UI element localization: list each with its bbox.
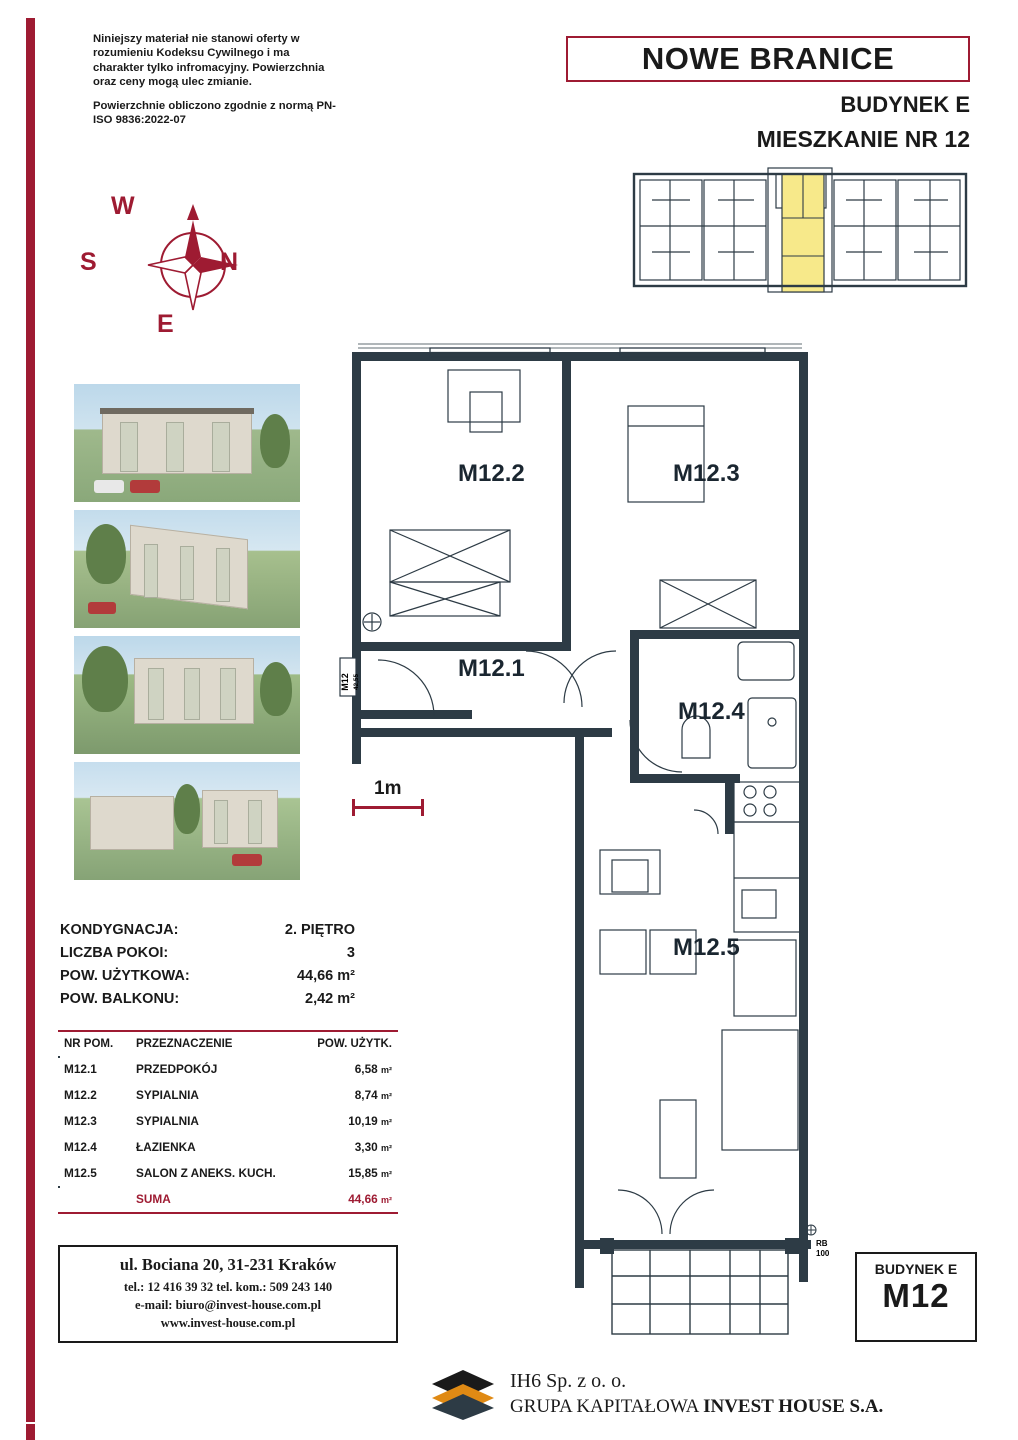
company-logo-icon <box>428 1368 498 1420</box>
table-bottom-rule <box>58 1212 398 1214</box>
row-name: PRZEDPOKÓJ <box>136 1062 218 1076</box>
table-total-row <box>58 1186 398 1212</box>
compass-label-w: W <box>111 192 135 220</box>
spec-value: 44,66 m² <box>296 968 355 984</box>
table-header-rule <box>58 1056 60 1058</box>
row-area: 3,30 m² <box>354 1140 392 1154</box>
footer-group-label: GRUPA KAPITAŁOWA <box>510 1396 704 1417</box>
footer-company-name: INVEST HOUSE S.A. <box>703 1396 884 1417</box>
left-accent-bar <box>26 18 35 1422</box>
spec-key: POW. UŻYTKOWA: <box>60 968 190 984</box>
spec-key: POW. BALKONU: <box>60 991 180 1007</box>
table-header-nr: NR POM. <box>64 1038 114 1050</box>
render-image-4 <box>74 762 300 880</box>
room-label-m12-4: M12.4 <box>678 698 745 725</box>
disclaimer-paragraph-2: Powierzchnie obliczono zgodnie z normą PN-ISO 9836:2022-07 <box>93 99 336 127</box>
row-name: SALON Z ANEKS. KUCH. <box>136 1166 276 1180</box>
render-image-1 <box>74 384 300 502</box>
scale-line <box>352 806 424 809</box>
table-row <box>58 1134 398 1160</box>
bottom-accent-tick <box>26 1424 35 1440</box>
table-row <box>58 1108 398 1134</box>
scale-label: 1m <box>374 778 402 799</box>
badge-code: M12 <box>882 1277 950 1314</box>
rooms-table <box>58 1030 398 1214</box>
total-area: 44,66 m² <box>348 1192 392 1206</box>
spec-value: 2,42 m² <box>305 991 355 1007</box>
row-area: 8,74 m² <box>354 1088 392 1102</box>
apartment-badge <box>855 1252 977 1342</box>
footer-line-2 <box>510 1396 883 1418</box>
render-image-3 <box>74 636 300 754</box>
spec-row <box>60 968 390 984</box>
badge-building: BUDYNEK E <box>874 1261 958 1277</box>
contact-address: ul. Bociana 20, 31-231 Kraków <box>119 1255 337 1274</box>
contact-phones: tel.: 12 416 39 32 tel. kom.: 509 243 140 <box>123 1280 333 1294</box>
table-total-rule <box>58 1186 60 1188</box>
svg-text:42,55: 42,55 <box>353 673 360 691</box>
row-area: 6,58 m² <box>354 1062 392 1076</box>
key-plan <box>630 160 970 300</box>
row-area: 15,85 m² <box>348 1166 392 1180</box>
row-name: SYPIALNIA <box>136 1088 199 1102</box>
disclaimer-paragraph-1: Niniejszy materiał nie stanowi oferty w rozumieniu Kodeksu Cywilnego i ma charakter tylko infromacyjny. Powierzchnia oraz ceny mogą ulec zmianie. <box>93 33 325 89</box>
spec-key: KONDYGNACJA: <box>60 922 179 938</box>
spec-row <box>60 922 390 938</box>
project-title: NOWE BRANICE <box>641 41 895 76</box>
contact-email[interactable]: e-mail: biuro@invest-house.com.pl <box>134 1298 322 1312</box>
table-header-row <box>58 1032 398 1056</box>
row-name: SYPIALNIA <box>136 1114 199 1128</box>
table-row <box>58 1056 398 1082</box>
total-label: SUMA <box>136 1192 171 1206</box>
room-label-m12-1: M12.1 <box>458 655 525 682</box>
building-label: BUDYNEK E <box>840 92 970 117</box>
compass-label-s: S <box>80 248 97 276</box>
scale-cap-right <box>421 799 424 816</box>
apartment-label: MIESZKANIE NR 12 <box>756 126 970 152</box>
svg-text:100: 100 <box>816 1249 830 1258</box>
render-image-2 <box>74 510 300 628</box>
room-label-m12-3: M12.3 <box>673 460 740 487</box>
disclaimer-block <box>93 32 343 128</box>
svg-text:RB: RB <box>816 1239 828 1248</box>
row-name: ŁAZIENKA <box>136 1140 196 1154</box>
project-title-box <box>566 36 970 82</box>
table-header-area: POW. UŻYTK. <box>317 1038 392 1050</box>
apartment-specs <box>60 922 390 1014</box>
spec-value: 3 <box>346 945 355 961</box>
row-nr: M12.2 <box>64 1088 97 1102</box>
table-row <box>58 1160 398 1186</box>
row-nr: M12.3 <box>64 1114 97 1128</box>
row-area: 10,19 m² <box>348 1114 392 1128</box>
room-label-m12-2: M12.2 <box>458 460 525 487</box>
render-gallery <box>74 384 300 888</box>
scale-cap-left <box>352 799 355 816</box>
table-header-name: PRZEZNACZENIE <box>136 1038 233 1050</box>
compass-label-e: E <box>157 310 174 338</box>
apartment-floorplan <box>330 330 850 1340</box>
row-nr: M12.1 <box>64 1062 97 1076</box>
contact-box <box>58 1245 398 1343</box>
row-nr: M12.5 <box>64 1166 97 1180</box>
spec-row <box>60 945 390 961</box>
spec-value: 2. PIĘTRO <box>284 922 355 938</box>
svg-text:M12: M12 <box>340 673 350 691</box>
room-label-m12-5: M12.5 <box>673 934 740 961</box>
compass-rose <box>80 190 285 365</box>
compass-label-n: N <box>220 248 239 276</box>
row-nr: M12.4 <box>64 1140 97 1154</box>
contact-website[interactable]: www.invest-house.com.pl <box>160 1316 296 1330</box>
company-footer <box>428 1368 988 1428</box>
footer-line-1: IH6 Sp. z o. o. <box>510 1370 627 1392</box>
spec-key: LICZBA POKOI: <box>60 945 169 961</box>
table-row <box>58 1082 398 1108</box>
spec-row <box>60 991 390 1007</box>
